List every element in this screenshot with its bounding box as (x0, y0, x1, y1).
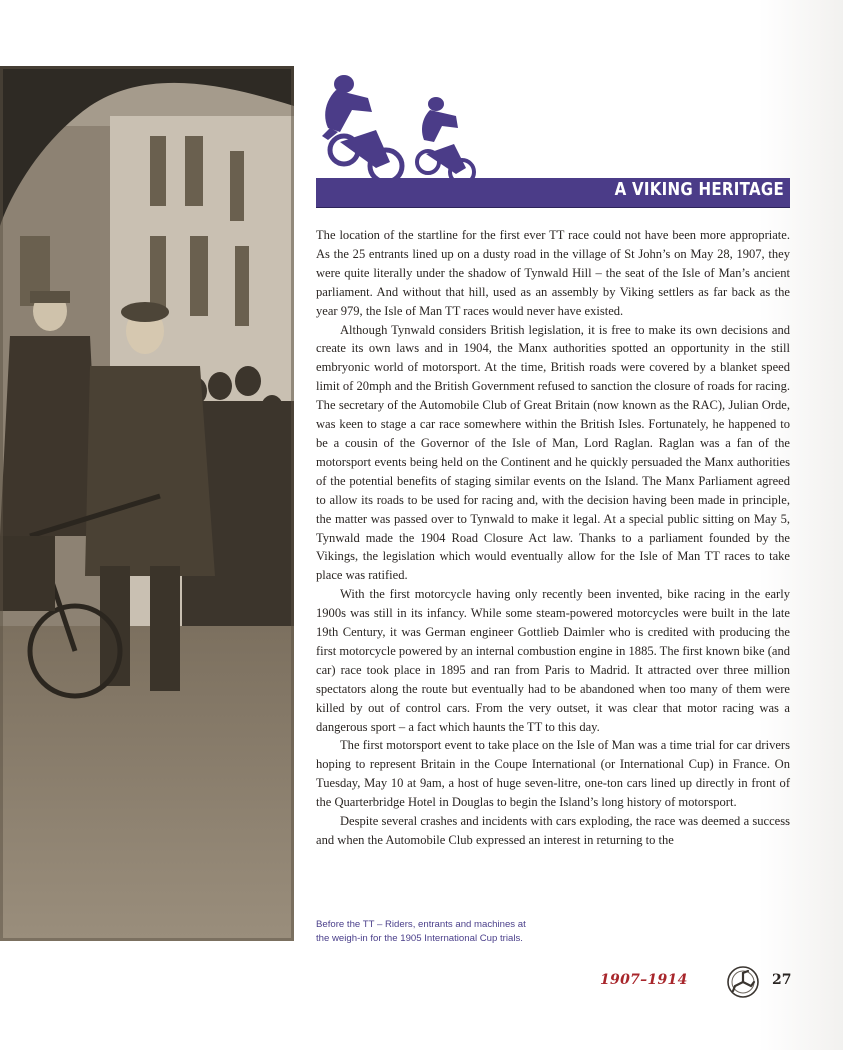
caption-line-1: Before the TT – Riders, entrants and machines at (316, 919, 526, 930)
motorcycle-riders-illustration (316, 70, 476, 186)
section-title: A VIKING HERITAGE (614, 180, 784, 200)
footer-section-label: 1907–1914 (600, 972, 688, 988)
paragraph: Although Tynwald considers British legislation, it is free to make its own decisions and create its own laws and in 1904, the Manx authorities spotted an opportunity in the still embryonic world of motorsport. At the time, British roads were covered by a blanket speed limit of 20mph and the British Government refused to sanction the closure of roads for racing. The secretary of the Automobile Club of Great Britain (now known as the RAC), Julian Orde, was keen to stage a car race somewhere within the British Isles. Fortunately, he happened to be a cousin of the Governor of the Isle of Man, Lord Raglan. Raglan was a fan of the motorsport events being held on the Continent and he quickly persuaded the Manx authorities of the potential benefits of staging similar events on the Island. The Manx Parliament agreed to allow its roads to be used for racing and, with the decision having been made in principle, the matter was passed over to Tynwald to make it legal. At a special public sitting on May 5, Tynwald made the 1904 Road Closure Act law. Thanks to a parliament founded by the Vikings, the legislation which would eventually allow for the Isle of Man TT races to take place was ratified. (316, 322, 790, 583)
paragraph: The first motorsport event to take place on the Isle of Man was a time trial for car drivers hoping to represent Britain in the Coupe International (or International Cup) in France. On Tuesday, May 10 at 9am, a host of huge seven-litre, one-ton cars lined up directly in front of the Quarterbridge Hotel in Douglas to begin the Island’s long history of motorsport. (316, 738, 790, 810)
triskelion-emblem-icon (726, 965, 760, 999)
section-banner (316, 178, 790, 208)
historic-photo (0, 66, 294, 941)
caption-line-2: the weigh-in for the 1905 International Cup trials. (316, 933, 523, 944)
page-number: 27 (772, 972, 792, 988)
paragraph: With the first motorcycle having only recently been invented, bike racing in the early 1900s was still in its infancy. While some steam-powered motorcycles were built in the late 19th Century, it was German engineer Gottlieb Daimler who is credited with producing the first motorcycle powered by an internal combustion engine in 1885. The first known bike (and car) race took place in 1895 and ran from Paris to Madrid. It attracted over three million spectators along the route but eventually had to be abandoned when too many of them were killed by out of control cars. From the very outset, it was clear that motor racing was a dangerous sport – a fact which haunts the TT to this day. (316, 587, 790, 734)
article-body (316, 226, 790, 850)
paragraph: The location of the startline for the first ever TT race could not have been more appropriate. As the 25 entrants lined up on a dusty road in the village of St John’s on May 28, 1907, they were quite literally under the shadow of Tynwald Hill – the seat of the Isle of Man’s ancient parliament. And without that hill, used as an assembly by Viking settlers as far back as the year 979, the Isle of Man TT races would never have existed. (316, 228, 790, 318)
paragraph: Despite several crashes and incidents with cars exploding, the race was deemed a success and when the Automobile Club expressed an interest in returning to the (316, 814, 790, 847)
photo-caption (316, 918, 576, 946)
